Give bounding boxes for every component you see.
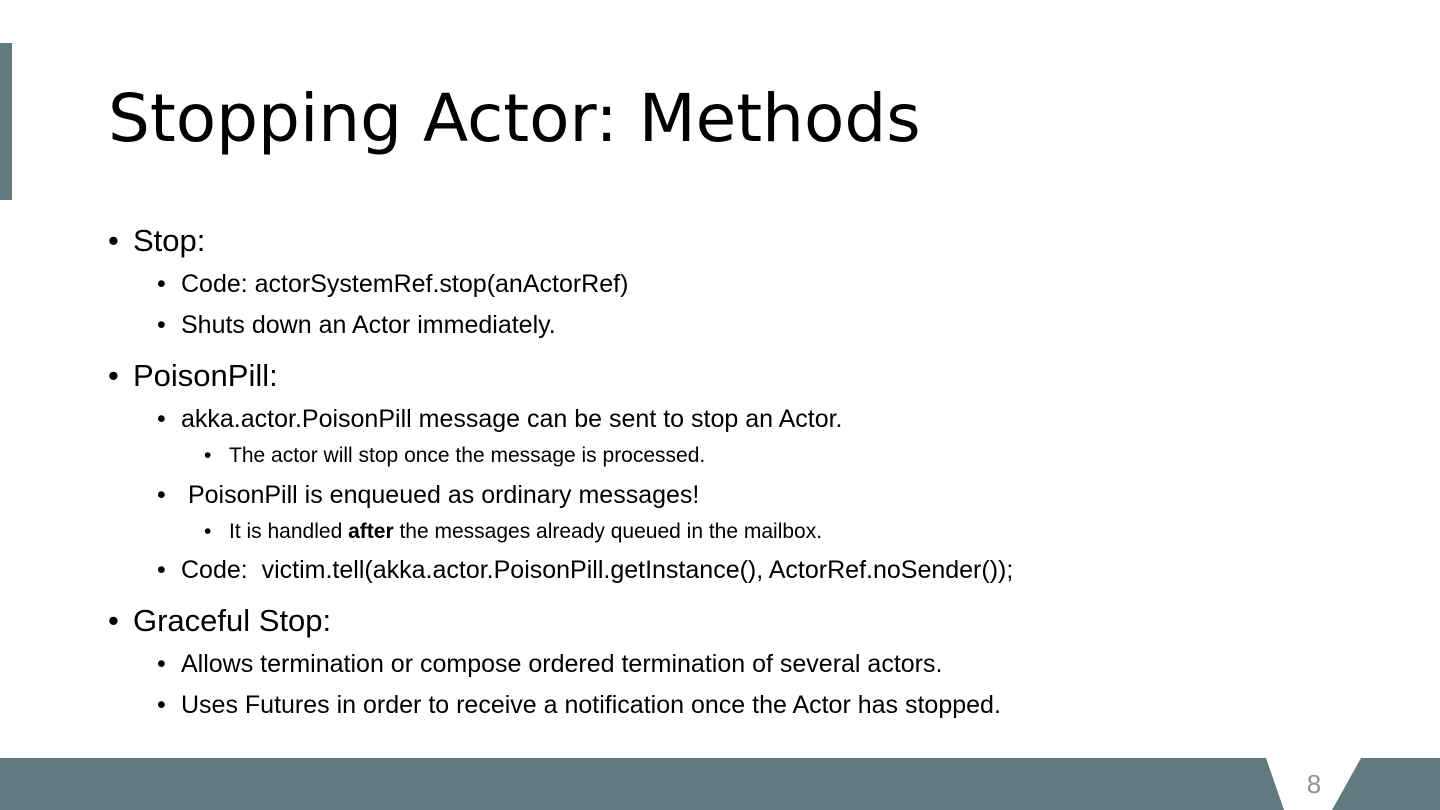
bullet-dot-icon: •	[157, 691, 166, 719]
bullet-poisonpill-handled-prefix: It is handled	[229, 520, 349, 543]
footer-band-left	[0, 758, 1284, 810]
footer-bar	[0, 758, 1440, 810]
bullet-graceful-futures-text: Uses Futures in order to receive a notification once the Actor has stopped.	[181, 691, 1001, 719]
bullet-dot-icon: •	[157, 556, 166, 584]
bullet-poisonpill-label: PoisonPill:	[133, 358, 278, 393]
bullet-dot-icon: •	[108, 603, 119, 638]
footer-band-right	[1332, 758, 1440, 810]
bullet-dot-icon: •	[108, 358, 119, 393]
bullet-poisonpill-enqueued-text: PoisonPill is enqueued as ordinary messages!	[181, 481, 700, 509]
bullet-poisonpill-processed	[204, 443, 706, 469]
slide-title: Stopping Actor: Methods	[108, 80, 921, 157]
bullet-graceful-stop-label: Graceful Stop:	[133, 603, 332, 638]
bullet-dot-icon: •	[157, 311, 166, 339]
bullet-dot-icon: •	[157, 481, 166, 509]
bullet-poisonpill-handled-emphasis: after	[348, 520, 394, 543]
bullet-poisonpill-code	[157, 554, 1014, 586]
bullet-poisonpill-message	[157, 403, 843, 435]
bullet-poisonpill-processed-text: The actor will stop once the message is processed.	[229, 444, 706, 467]
bullet-stop-code-text: Code: actorSystemRef.stop(anActorRef)	[181, 270, 629, 298]
bullet-dot-icon: •	[157, 270, 166, 298]
bullet-poisonpill-code-text: Code: victim.tell(akka.actor.PoisonPill.getInstance(), ActorRef.noSender());	[181, 556, 1014, 584]
bullet-dot-icon: •	[157, 405, 166, 433]
bullet-dot-icon: •	[108, 223, 119, 258]
bullet-poisonpill-handled	[204, 519, 823, 545]
bullet-stop-desc-text: Shuts down an Actor immediately.	[181, 311, 556, 339]
bullet-poisonpill-handled-suffix: the messages already queued in the mailbox.	[393, 520, 823, 543]
bullet-stop-label: Stop:	[133, 223, 206, 258]
page-number: 8	[1306, 769, 1322, 799]
bullet-graceful-allows-text: Allows termination or compose ordered termination of several actors.	[181, 650, 943, 678]
bullet-poisonpill-enqueued	[157, 479, 700, 511]
bullet-poisonpill-message-text: akka.actor.PoisonPill message can be sent to stop an Actor.	[181, 405, 843, 433]
bullet-graceful-futures	[157, 689, 1001, 721]
bullet-stop-code	[157, 268, 629, 300]
bullet-graceful-stop	[108, 601, 332, 641]
bullet-stop-desc	[157, 309, 556, 341]
bullet-dot-icon: •	[157, 650, 166, 678]
bullet-dot-icon: •	[204, 444, 212, 467]
bullet-graceful-allows	[157, 648, 943, 680]
bullet-stop	[108, 221, 206, 261]
bullet-dot-icon: •	[204, 520, 212, 543]
bullet-poisonpill	[108, 356, 278, 396]
